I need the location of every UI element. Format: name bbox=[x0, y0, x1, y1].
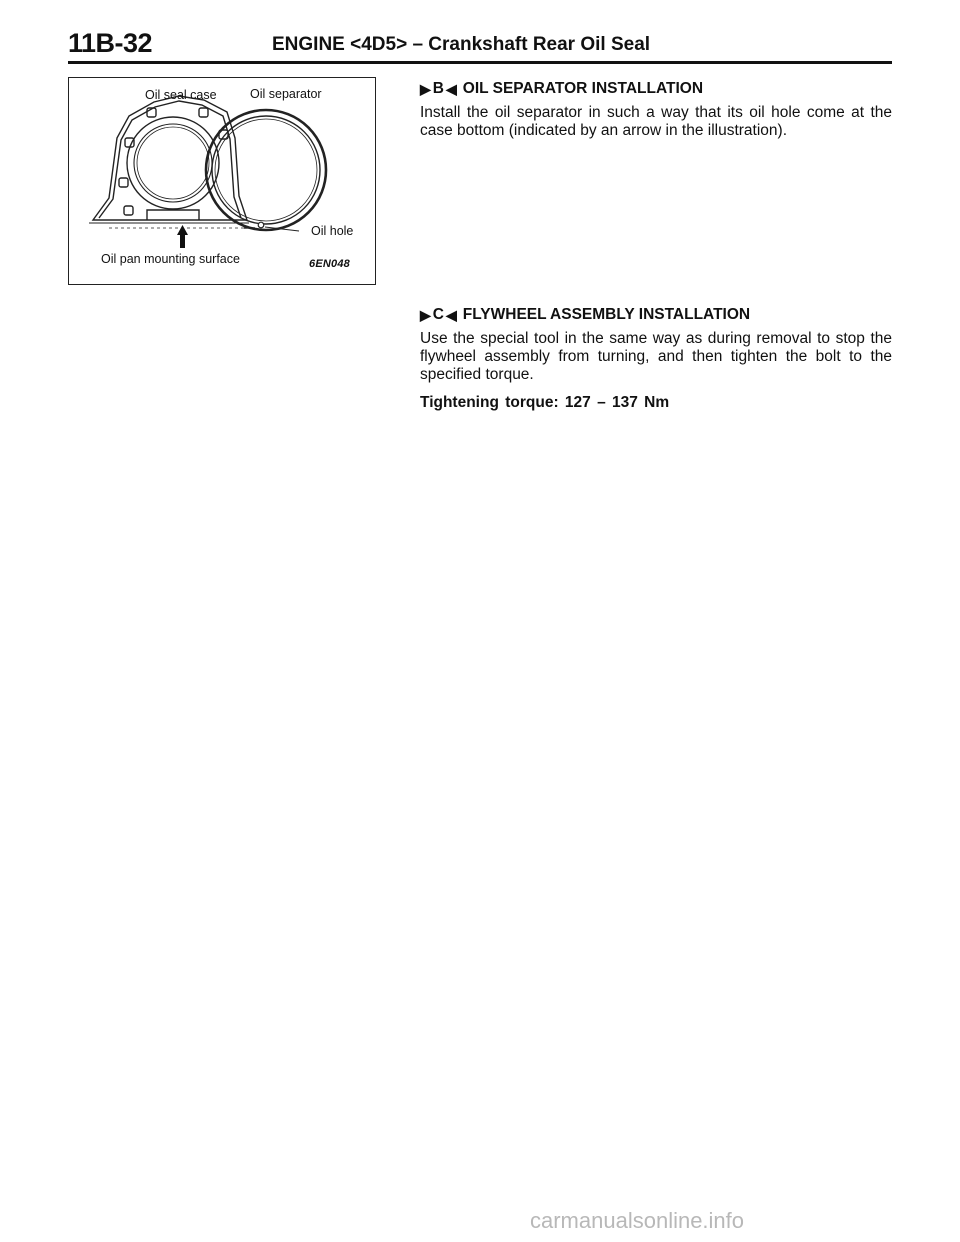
page-title: ENGINE <4D5> – Crankshaft Rear Oil Seal bbox=[272, 34, 651, 55]
section-heading bbox=[420, 304, 892, 326]
label-oil-pan-mounting-surface: Oil pan mounting surface bbox=[101, 252, 240, 266]
label-oil-separator: Oil separator bbox=[250, 87, 322, 101]
watermark[interactable]: carmanualsonline.info bbox=[530, 1208, 745, 1233]
left-triangle-icon: ◀ bbox=[445, 80, 457, 97]
section-letter: C bbox=[432, 306, 444, 323]
left-triangle-icon: ◀ bbox=[445, 306, 457, 323]
section-flywheel-assembly-installation bbox=[420, 304, 892, 412]
right-triangle-icon: ▶ bbox=[420, 80, 431, 97]
tightening-torque-spec: Tightening torque: 127 – 137 Nm bbox=[420, 394, 670, 411]
section-heading bbox=[420, 78, 892, 100]
section-body: Install the oil separator in such a way that its oil hole come at the case bottom (indicated by an arrow in the illustration). bbox=[420, 104, 892, 139]
figure-code: 6EN048 bbox=[309, 258, 350, 270]
header-rule bbox=[68, 61, 892, 64]
section-title: FLYWHEEL ASSEMBLY INSTALLATION bbox=[462, 306, 751, 323]
label-oil-hole: Oil hole bbox=[311, 224, 354, 238]
bottom-indicator-arrow-icon bbox=[177, 225, 188, 248]
right-triangle-icon: ▶ bbox=[420, 306, 431, 323]
section-oil-separator-installation bbox=[420, 78, 892, 140]
page-header bbox=[68, 24, 892, 64]
section-letter: B bbox=[432, 80, 444, 97]
label-oil-seal-case: Oil seal case bbox=[145, 88, 217, 102]
page-number: 11B-32 bbox=[68, 28, 153, 58]
oil-separator-illustration bbox=[68, 77, 376, 285]
section-title: OIL SEPARATOR INSTALLATION bbox=[462, 80, 704, 97]
section-body: Use the special tool in the same way as during removal to stop the flywheel assembly from turning, and then tighten the bolt to the specified torque. bbox=[420, 330, 892, 383]
